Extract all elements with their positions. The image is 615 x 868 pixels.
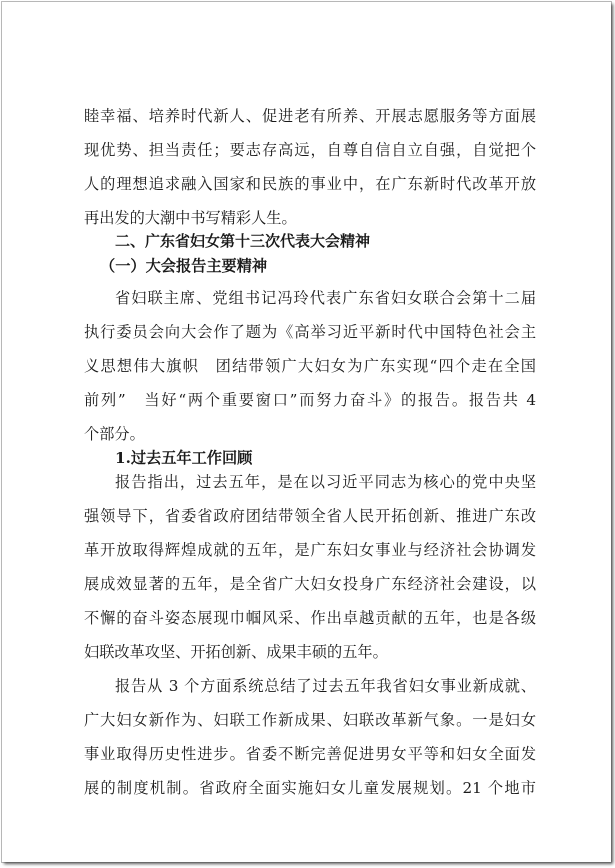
body-line: 再出发的大潮中书写精彩人生。 (84, 209, 297, 227)
subsection-heading: （一）大会报告主要精神 (100, 257, 268, 275)
section-heading: 二、广东省妇女第十三次代表大会精神 (115, 232, 371, 250)
body-line: 睦幸福、培养时代新人、促进老有所养、开展志愿服务等方面展 (84, 107, 536, 125)
body-line: 革开放取得辉煌成就的五年，是广东妇女事业与经济社会协调发 (84, 541, 536, 559)
body-line: 事业取得历史性进步。省委不断完善促进男女平等和妇女全面发 (84, 745, 536, 763)
body-line: 执行委员会向大会作了题为《高举习近平新时代中国特色社会主 (84, 323, 536, 341)
body-line: 妇联改革攻坚、开拓创新、成果丰硕的五年。 (84, 643, 388, 661)
body-line: 广大妇女新作为、妇联工作新成果、妇联改革新气象。一是妇女 (84, 711, 536, 729)
item-heading: 1.过去五年工作回顾 (115, 449, 253, 467)
body-line: 不懈的奋斗姿态展现巾帼风采、作出卓越贡献的五年，也是各级 (84, 609, 536, 627)
body-line: 义思想伟大旗帜 团结带领广大妇女为广东实现“四个走在全国 (84, 357, 536, 375)
body-line: 人的理想追求融入国家和民族的事业中，在广东新时代改革开放 (84, 175, 536, 193)
body-line: 展的制度机制。省政府全面实施妇女儿童发展规划。21 个地市 (84, 779, 536, 797)
paragraph-first-line: 省妇联主席、党组书记冯玲代表广东省妇女联合会第十二届 (115, 289, 536, 307)
body-line: 展成效显著的五年，是全省广大妇女投身广东经济社会建设，以 (84, 575, 536, 593)
paragraph-first-line: 报告从 3 个方面系统总结了过去五年我省妇女事业新成就、 (115, 677, 536, 695)
body-line: 强领导下，省委省政府团结带领全省人民开拓创新、推进广东改 (84, 507, 536, 525)
document-page (2, 2, 611, 862)
body-line: 前列” 当好“两个重要窗口”而努力奋斗》的报告。报告共 4 (84, 391, 536, 409)
paragraph-first-line: 报告指出，过去五年，是在以习近平同志为核心的党中央坚 (115, 473, 536, 491)
body-line: 现优势、担当责任；要志存高远，自尊自信自立自强，自觉把个 (84, 141, 536, 159)
body-line: 个部分。 (84, 425, 145, 443)
